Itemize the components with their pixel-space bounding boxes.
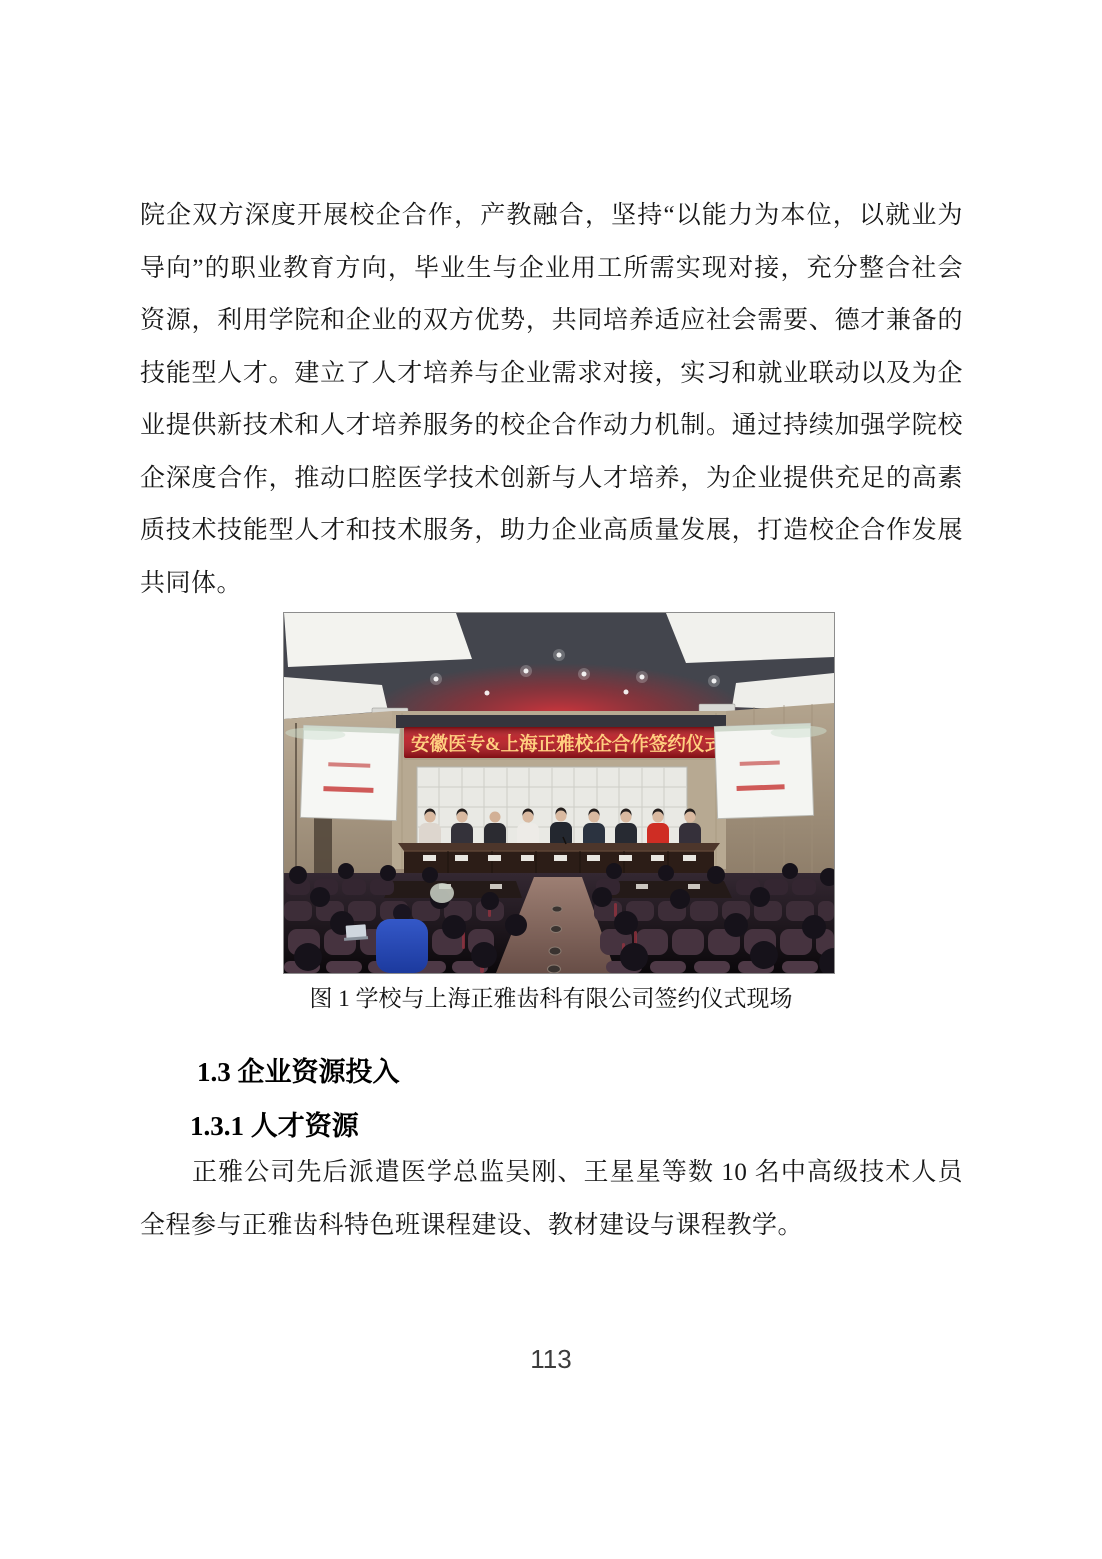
name-cards [423, 855, 696, 861]
led-banner [404, 727, 730, 758]
paragraph-1-line: 企深度合作，推动口腔医学技术创新与人才培养，为企业提供充足的高素 [140, 464, 963, 492]
laptop [344, 924, 368, 941]
paragraph-2-line: 全程参与正雅齿科特色班课程建设、教材建设与课程教学。 [140, 1211, 804, 1239]
heading-1-3-1: 1.3.1 人才资源 [190, 1111, 359, 1141]
panel-members [419, 808, 701, 850]
paragraph-1 [140, 190, 963, 610]
paragraph-1-line: 共同体。 [140, 569, 243, 597]
figure-caption: 图 1 学校与上海正雅齿科有限公司签约仪式现场 [309, 986, 793, 1011]
paragraph-1-line: 业提供新技术和人才培养服务的校企合作动力机制。通过持续加强学院校 [140, 412, 963, 439]
paragraph-2-line: 正雅公司先后派遣医学总监吴刚、王星星等数 10 名中高级技术人员 [192, 1159, 963, 1186]
paragraph-1-line: 资源，利用学院和企业的双方优势，共同培养适应社会需要、德才兼备的 [140, 307, 963, 334]
conference-photo [283, 612, 835, 974]
audience [284, 863, 834, 973]
heading-1-3: 1.3 企业资源投入 [197, 1057, 400, 1087]
paragraph-2 [140, 1147, 963, 1252]
paragraph-1-line: 质技术技能型人才和技术服务，助力企业高质量发展，打造校企合作发展 [140, 517, 963, 544]
paragraph-1-line: 技能型人才。建立了人才培养与企业需求对接，实习和就业联动以及为企 [140, 359, 963, 387]
page-number: 113 [530, 1344, 572, 1374]
audience-member-light-top [430, 883, 454, 903]
led-banner-text: 安徽医专&上海正雅校企合作签约仪式 [411, 734, 731, 755]
paragraph-1-line: 院企双方深度开展校企合作，产教融合，坚持“以能力为本位，以就业为 [140, 202, 963, 229]
conference-photo-graphic [284, 613, 834, 973]
ceiling-beam [396, 715, 738, 728]
ceiling-light-panel [666, 613, 834, 663]
ceiling-light-panel [284, 613, 472, 667]
paragraph-1-line: 导向”的职业教育方向，毕业生与企业用工所需实现对接，充分整合社会 [140, 254, 963, 282]
